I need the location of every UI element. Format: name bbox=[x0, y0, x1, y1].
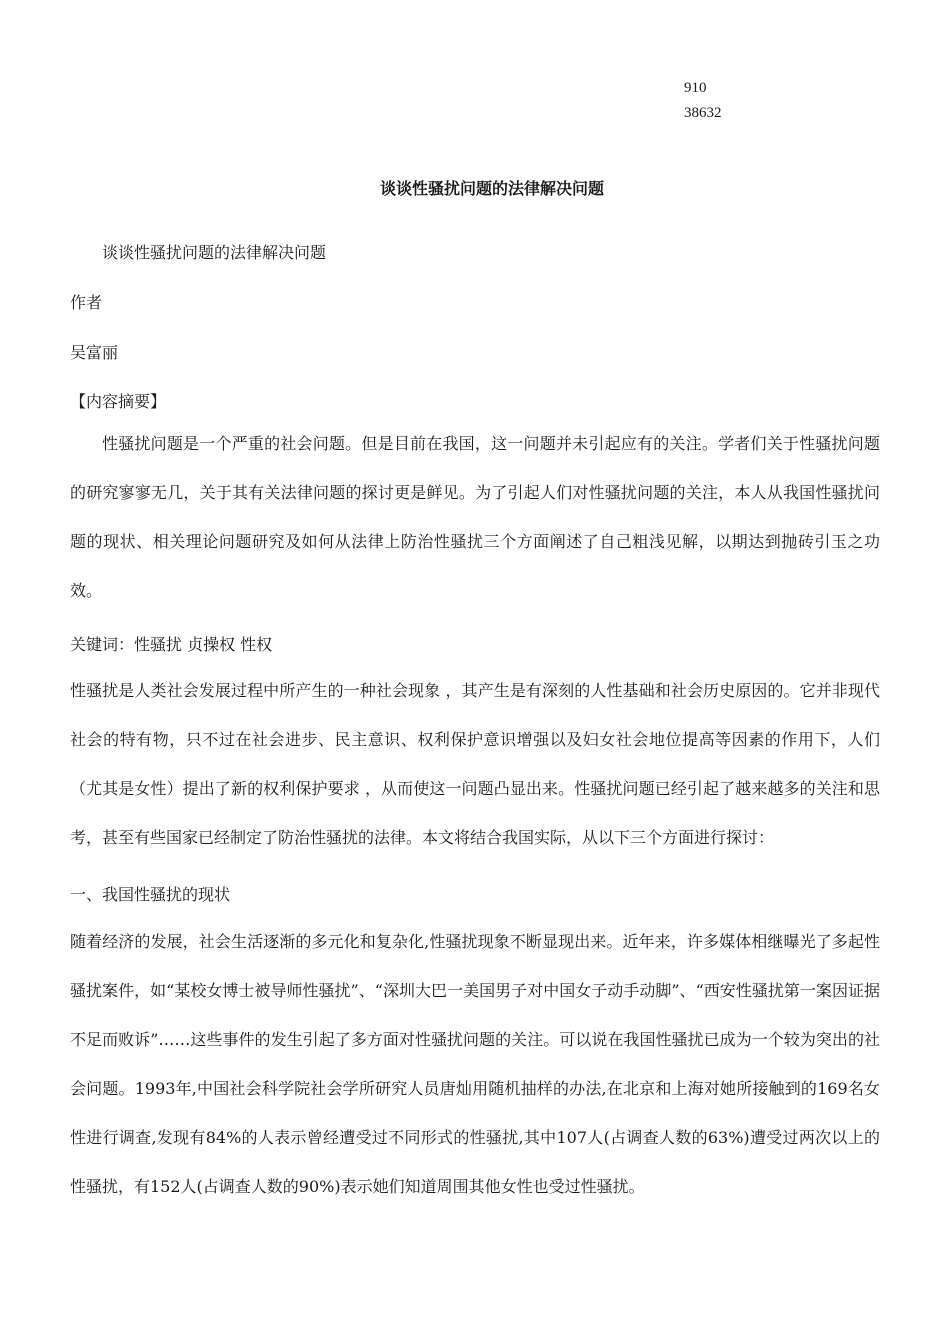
author-label: 作者 bbox=[70, 293, 103, 312]
document-code-line-1: 910 bbox=[684, 80, 707, 96]
section1-heading: 一、我国性骚扰的现状 bbox=[70, 885, 231, 904]
document-subtitle: 谈谈性骚扰问题的法律解决问题 bbox=[102, 243, 327, 262]
section1-paragraph: 随着经济的发展，社会生活逐渐的多元化和复杂化,性骚扰现象不断显现出来。近年来，许多媒体相继曝光了多起性骚扰案件，如“某校女博士被导师性骚扰”、“深圳大巴一美国男子对中国女子动手动脚”、“西安性骚扰第一案因证据不足而败诉”……这些事件的发生引起了多方面对性骚扰问题的关注。可以说在我国性骚扰已成为一个较为突出的社会问题。1993年,中国社会科学院社会学所研究人员唐灿用随机抽样的办法,在北京和上海对她所接触到的169名女性进行调查,发现有84%的人表示曾经遭受过不同形式的性骚扰,其中107人(占调查人数的63%)遭受过两次以上的性骚扰，有152人(占调查人数的90%)表示她们知道周围其他女性也受过性骚扰。 bbox=[70, 932, 880, 1196]
abstract-heading: 【内容摘要】 bbox=[70, 392, 167, 411]
author-name: 吴富丽 bbox=[70, 343, 119, 362]
document-title: 谈谈性骚扰问题的法律解决问题 bbox=[379, 179, 604, 198]
abstract-paragraph: 性骚扰问题是一个严重的社会问题。但是目前在我国，这一问题并未引起应有的关注。学者们关于性骚扰问题的研究寥寥无几，关于其有关法律问题的探讨更是鲜见。为了引起人们对性骚扰问题的关注，本人从我国性骚扰问题的现状、相关理论问题研究及如何从法律上防治性骚扰三个方面阐述了自己粗浅见解，以期达到抛砖引玉之功效。 bbox=[70, 434, 880, 600]
document-code-line-2: 38632 bbox=[684, 105, 722, 121]
keywords: 关键词：性骚扰 贞操权 性权 bbox=[70, 635, 273, 654]
intro-paragraph: 性骚扰是人类社会发展过程中所产生的一种社会现象 ，其产生是有深刻的人性基础和社会历史原因的。它并非现代社会的特有物，只不过在社会进步、民主意识、权利保护意识增强以及妇女社会地位提高等因素的作用下，人们（尤其是女性）提出了新的权利保护要求 ，从而使这一问题凸显出来。性骚扰问题已经引起了越来越多的关注和思考，甚至有些国家已经制定了防治性骚扰的法律。本文将结合我国实际，从以下三个方面进行探讨： bbox=[70, 681, 880, 847]
